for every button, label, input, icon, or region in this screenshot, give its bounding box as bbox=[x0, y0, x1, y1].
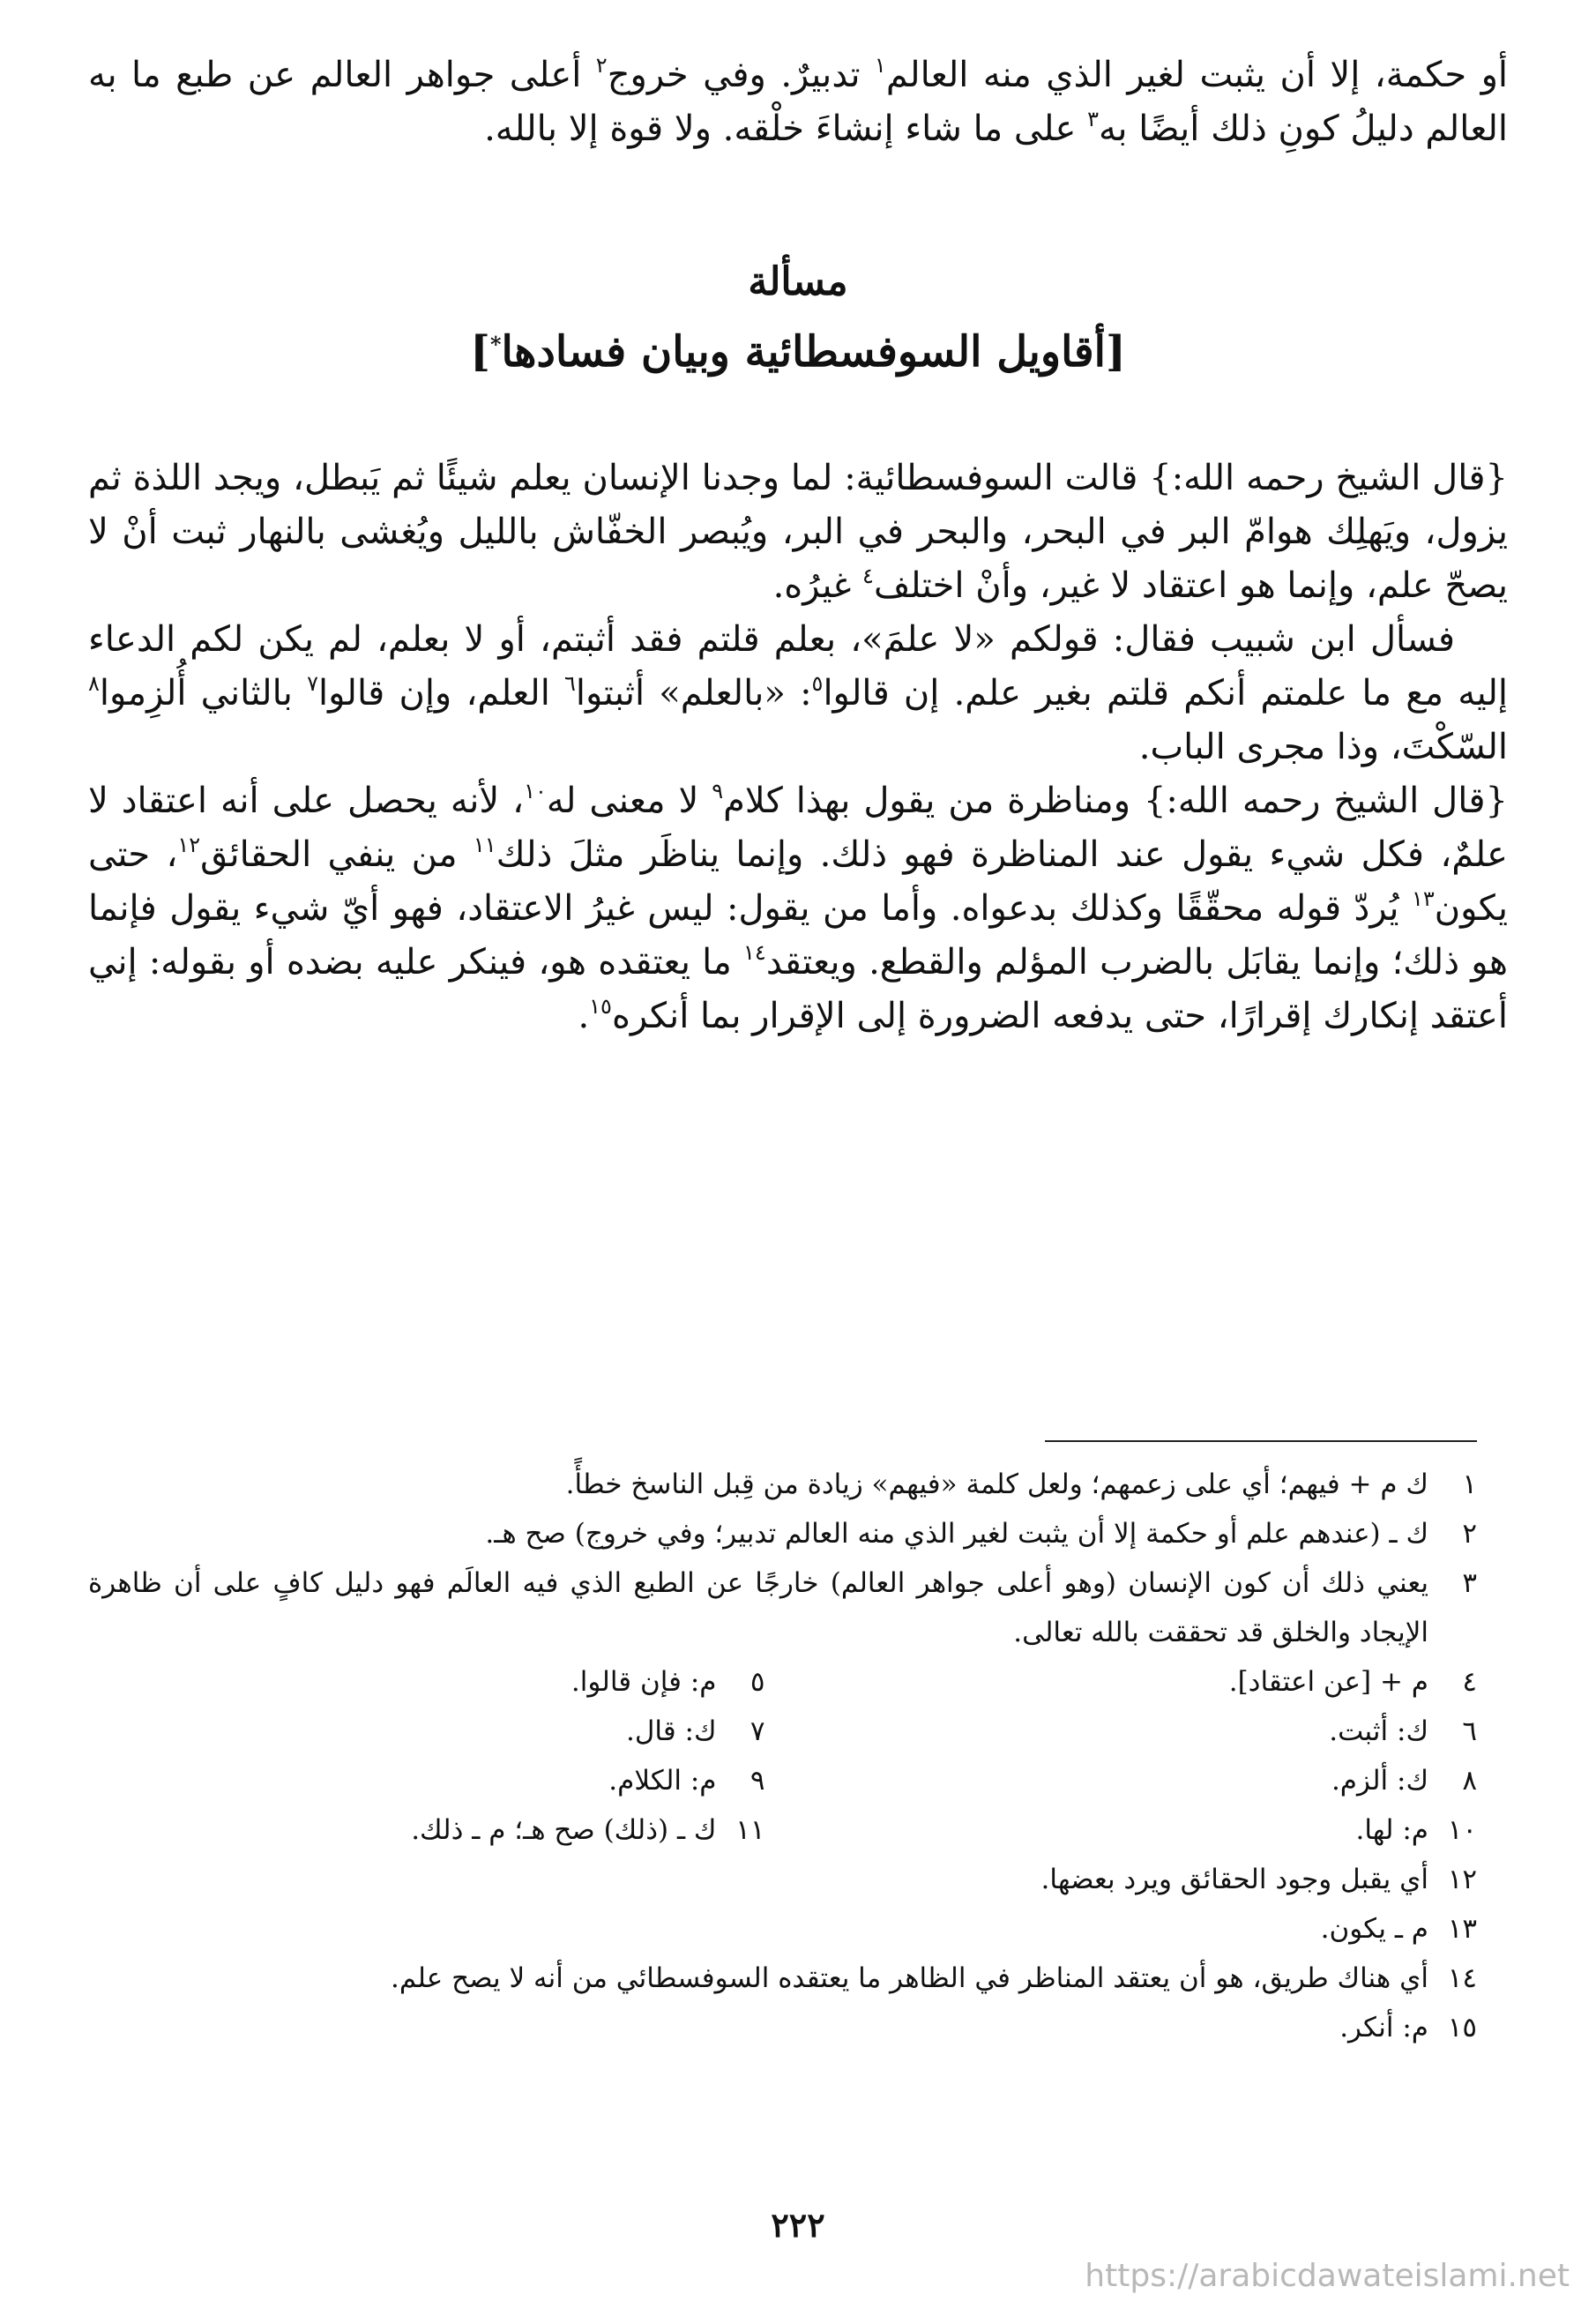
text-run: : «بالعلم» أثبتوا bbox=[575, 673, 812, 714]
text-run: السّكْتَ، وذا مجرى الباب. bbox=[1138, 727, 1508, 767]
footnote bbox=[88, 1904, 1477, 1954]
footnote-number: ٥ bbox=[750, 1666, 765, 1698]
text-run: ، لأنه يحصل على أنه اعتقاد لا علمٌ، فكل شيء يقول عند المناظرة فهو ذلك. وإنما يناظَر مثلَ ذلك bbox=[88, 781, 1508, 875]
footnote-ref-9[interactable]: ٩ bbox=[712, 779, 724, 803]
footnote-ref-6[interactable]: ٦ bbox=[564, 671, 576, 696]
footnote-text: م: الكلام. bbox=[608, 1765, 717, 1797]
subtitle-bracket: ] bbox=[470, 327, 490, 377]
opening-paragraph bbox=[88, 49, 1508, 156]
footnote-text: م + [عن اعتقاد]. bbox=[1228, 1666, 1428, 1698]
footnote-text: ك: قال. bbox=[626, 1715, 717, 1747]
footnote-number: ١٣ bbox=[1447, 1913, 1477, 1945]
footnote bbox=[88, 1954, 1477, 2003]
editor-note-mark: * bbox=[489, 332, 502, 357]
footnote bbox=[88, 1558, 1477, 1657]
text-run: العلم، وإن قالوا bbox=[317, 673, 565, 714]
text-run: أعلى جواهر العالم عن طبع ما به العالم دليلُ كونِ ذلك أيضًا به bbox=[88, 55, 1508, 149]
section-title: مسألة bbox=[748, 259, 848, 304]
footnote-number: ٤ bbox=[1462, 1666, 1477, 1698]
footnote-ref-12[interactable]: ١٢ bbox=[177, 833, 201, 857]
footnote-number: ١٢ bbox=[1447, 1864, 1477, 1895]
footnote-number: ١ bbox=[1462, 1468, 1477, 1500]
footnote-ref-3[interactable]: ٣ bbox=[1087, 107, 1099, 131]
footnote bbox=[88, 2003, 1477, 2052]
footnote-ref-7[interactable]: ٧ bbox=[307, 671, 318, 696]
text-run: غيرُه. bbox=[772, 565, 863, 606]
text-run: {قال الشيخ رحمه الله:} قالت السوفسطائية: لما وجدنا الإنسان يعلم شيئًا ثم يَبطل، ويجد اللذة ثم يزول، ويَهلِك هوامّ البر في البحر، والبحر في البر، ويُبصر الخفّاش بالليل ويُغشى بالنهار ثبت أنْ لا يصحّ علم، وإنما هو اعتقاد لا غير، وأنْ اختلف bbox=[88, 458, 1508, 606]
text-run: أو حكمة، إلا أن يثبت لغير الذي منه العالم bbox=[885, 55, 1508, 95]
footnote-ref-14[interactable]: ١٤ bbox=[743, 940, 766, 965]
text-run: يُردّ قوله محقّقًا وكذلك بدعواه. وأما من يقول: ليس غيرُ الاعتقاد، فهو أيّ شيء يقول فإنما هو ذلك؛ وإنما يقابَل بالضرب المؤلم والقطع. ويعتقد bbox=[88, 888, 1508, 983]
footnote-text: م ـ يكون. bbox=[1320, 1913, 1428, 1945]
footnote-text: ك ـ (عندهم علم أو حكمة إلا أن يثبت لغير الذي منه العالم تدبير؛ وفي خروج) صح هـ. bbox=[485, 1518, 1428, 1550]
text-run: {قال الشيخ رحمه الله:} ومناظرة من يقول بهذا كلام bbox=[723, 781, 1508, 821]
footnote-text: ك م + فيهم؛ أي على زعمهم؛ ولعل كلمة «فيهم» زيادة من قِبل الناسخ خطأً. bbox=[565, 1468, 1428, 1500]
footnote-number: ٧ bbox=[750, 1715, 765, 1747]
footnote-text: أي يقبل وجود الحقائق ويرد بعضها. bbox=[1040, 1864, 1428, 1895]
footnote-number: ١٥ bbox=[1447, 2012, 1477, 2044]
text-run: لا معنى له bbox=[546, 781, 712, 821]
page-number: ٢٢٢ bbox=[771, 2205, 825, 2245]
footnotes bbox=[88, 1460, 1477, 2052]
text-run: تدبيرٌ. وفي خروج bbox=[607, 55, 875, 95]
footnote bbox=[88, 1855, 1477, 1904]
text-run: ، حتى يكون bbox=[88, 834, 1508, 929]
footnote bbox=[801, 1707, 1478, 1756]
text-run: ما يعتقده هو، فينكر عليه بضده أو بقوله: إني أعتقد إنكارك إقرارًا، حتى يدفعه الضرورة إلى الإقرار بما أنكره bbox=[88, 942, 1508, 1036]
section-heading bbox=[88, 256, 1508, 383]
text-run: على ما شاء إنشاءَ خلْقه. ولا قوة إلا بالله. bbox=[484, 108, 1088, 149]
subtitle-text: [أقاويل السوفسطائية وبيان فسادها bbox=[501, 327, 1126, 377]
paragraph-ibn-shabib bbox=[88, 613, 1508, 774]
footnote-ref-4[interactable]: ٤ bbox=[862, 564, 874, 588]
footnote-text: ك: أثبت. bbox=[1329, 1715, 1428, 1747]
footnote bbox=[88, 1805, 765, 1855]
paragraph-sophists bbox=[88, 452, 1508, 613]
watermark-url: https://arabicdawateislami.net bbox=[1085, 2258, 1570, 2294]
text-run: فسأل ابن شبيب فقال: قولكم «لا علمَ»، بعلم قلتم فقد أثبتم، أو لا بعلم، لم يكن لكم الدعاء إليه مع ما علمتم أنكم قلتم بغير علم. إن قالوا bbox=[88, 619, 1509, 714]
footnote bbox=[88, 1509, 1477, 1558]
footnote-ref-13[interactable]: ١٣ bbox=[1411, 886, 1435, 911]
footnote-text: م: لها. bbox=[1355, 1814, 1428, 1846]
footnote-number: ١٠ bbox=[1447, 1814, 1477, 1846]
footnote-text: يعني ذلك أن كون الإنسان (وهو أعلى جواهر العالم) خارجًا عن الطبع الذي فيه العالَم فهو دليل كافٍ على أن ظاهرة الإيجاد والخلق قد تحققت بالله تعالى. bbox=[88, 1567, 1428, 1648]
footnote-number: ٣ bbox=[1462, 1567, 1477, 1599]
footnote bbox=[88, 1756, 765, 1805]
footnote bbox=[88, 1460, 1477, 1509]
footnote bbox=[801, 1657, 1478, 1707]
footnote-text: م: فإن قالوا. bbox=[571, 1666, 717, 1698]
section-subtitle bbox=[88, 321, 1508, 383]
footnote-ref-1[interactable]: ١ bbox=[874, 53, 886, 78]
paragraph-continuation bbox=[88, 49, 1508, 156]
footnote bbox=[801, 1805, 1478, 1855]
footnote-number: ٩ bbox=[750, 1765, 765, 1797]
footnote-number: ١١ bbox=[735, 1814, 765, 1846]
text-run: . bbox=[578, 996, 590, 1036]
footnote-number: ١٤ bbox=[1447, 1962, 1477, 1994]
footnote-ref-5[interactable]: ٥ bbox=[811, 671, 824, 696]
footnote-ref-8[interactable]: ٨ bbox=[88, 671, 100, 696]
footnote bbox=[88, 1657, 765, 1707]
footnote-grid bbox=[88, 1657, 1477, 1855]
footnote-number: ٢ bbox=[1462, 1518, 1477, 1550]
footnote-ref-15[interactable]: ١٥ bbox=[589, 994, 612, 1019]
text-run: بالثاني أُلزِموا bbox=[99, 673, 308, 714]
footnote-text: ك ـ (ذلك) صح هـ؛ م ـ ذلك. bbox=[411, 1814, 717, 1846]
footnote-number: ٨ bbox=[1462, 1765, 1477, 1797]
footnote-text: م: أنكر. bbox=[1339, 2012, 1428, 2044]
footnote-text: أي هناك طريق، هو أن يعتقد المناظر في الظاهر ما يعتقده السوفسطائي من أنه لا يصح علم. bbox=[391, 1962, 1428, 1994]
footnote bbox=[801, 1756, 1478, 1805]
footnote-text: ك: ألزم. bbox=[1331, 1765, 1428, 1797]
footnote-ref-11[interactable]: ١١ bbox=[473, 833, 496, 857]
footnote-ref-10[interactable]: ١٠ bbox=[524, 779, 547, 803]
footnote-divider bbox=[1045, 1440, 1477, 1442]
main-text bbox=[88, 452, 1508, 1043]
text-run: من ينفي الحقائق bbox=[200, 834, 474, 875]
paragraph-sheikh-reply bbox=[88, 774, 1508, 1043]
footnote bbox=[88, 1707, 765, 1756]
footnote-number: ٦ bbox=[1462, 1715, 1477, 1747]
footnote-ref-2[interactable]: ٢ bbox=[595, 53, 608, 78]
